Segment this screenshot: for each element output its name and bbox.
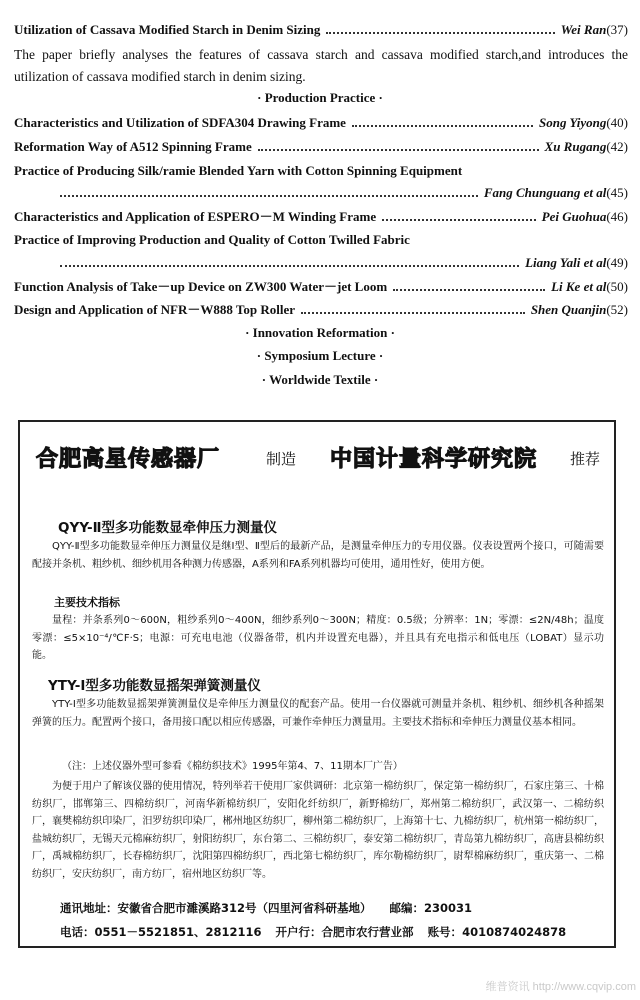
toc-leader-dots <box>301 312 525 314</box>
manufacturer-suffix: 制造 <box>266 450 297 468</box>
toc-entry-author-line <box>14 181 628 201</box>
toc-leader-dots <box>382 219 536 221</box>
toc-leader-dots <box>60 195 478 197</box>
section-heading-innovation: · Innovation Reformation · <box>245 325 395 340</box>
toc-page-number: (37) <box>606 22 628 37</box>
toc-title: Utilization of Cassava Modified Starch in Denim Sizing <box>14 22 321 37</box>
toc-entry[interactable] <box>14 135 628 155</box>
specs-heading: 主要技术指标 <box>54 596 120 609</box>
postcode-label: 邮编： <box>389 901 425 915</box>
toc-page-number: (42) <box>606 139 628 154</box>
toc-author: Wei Ran <box>560 22 607 37</box>
toc-title: Reformation Way of A512 Spinning Frame <box>14 139 252 154</box>
section-heading-worldwide: · Worldwide Textile · <box>261 372 379 387</box>
toc-title: Function Analysis of Take－up Device on ZW300 Water－jet Loom <box>14 279 388 294</box>
toc-author: Song Yiyong <box>539 115 607 130</box>
toc-entry-author-line <box>14 251 628 271</box>
toc-title: Practice of Producing Silk/ramie Blended Yarn with Cotton Spinning Equipment <box>14 163 463 178</box>
address-label: 通讯地址： <box>60 901 118 915</box>
manufacturer-name: 合肥高星传感器厂 <box>36 447 221 472</box>
toc-author: Li Ke et al <box>551 279 607 294</box>
account-label: 账号： <box>427 925 463 939</box>
toc-title: Characteristics and Application of ESPERO－M Winding Frame <box>14 209 377 224</box>
toc-author: Pei Guohua <box>541 209 607 224</box>
toc-page-number: (52) <box>606 302 628 317</box>
postcode-value: 230031 <box>424 901 473 915</box>
toc-entry-title-line[interactable] <box>14 228 628 248</box>
toc-leader-dots <box>352 125 533 127</box>
toc-author: Shen Quanjin <box>530 302 607 317</box>
section-heading-production: · Production Practice · <box>257 90 383 105</box>
ad-note: （注：上述仪器外型可参看《棉纺织技术》1995年第4、7、11期本厂广告） <box>62 761 403 772</box>
toc-page-number: (46) <box>606 209 628 224</box>
article-abstract: The paper briefly analyses the features of cassava starch and cassava modified starch,and introduces the utilization of cassava modified starch in denim sizing. <box>14 47 628 84</box>
toc-author: Liang Yali et al <box>525 255 607 270</box>
product1-description: QYY-Ⅱ型多功能数显牵伸压力测量仪是继Ⅰ型、Ⅱ型后的最新产品，是测量牵伸压力的专用仪器。仪表设置两个接口，可随需要配接并条机、粗纱机、细纱机用各种测力传感器，A系列和FA系列机器均可使用，通用性好，使用方便。 <box>32 541 604 570</box>
section-heading-symposium: · Symposium Lecture · <box>256 348 384 363</box>
phone-value: 0551－5521851、2812116 <box>94 925 262 939</box>
toc-entry[interactable] <box>14 18 628 38</box>
address-line <box>60 900 472 916</box>
recommender-suffix: 推荐 <box>570 450 601 468</box>
recommender-name: 中国计量科学研究院 <box>330 447 538 472</box>
advertisement-box <box>18 420 616 948</box>
toc-entry-title-line[interactable] <box>14 159 628 179</box>
toc-title: Practice of Improving Production and Quality of Cotton Twilled Fabric <box>14 232 410 247</box>
toc-author: Fang Chunguang et al <box>483 185 607 200</box>
toc-entry[interactable] <box>14 298 628 318</box>
toc-title: Characteristics and Utilization of SDFA304 Drawing Frame <box>14 115 346 130</box>
toc-page-number: (40) <box>606 115 628 130</box>
toc-leader-dots <box>60 265 519 267</box>
toc-page-number: (45) <box>606 185 628 200</box>
toc-leader-dots <box>326 32 554 34</box>
product2-title: YTY-Ⅰ型多功能数显摇架弹簧测量仪 <box>48 678 261 694</box>
specs-text: 量程：并条系列0～600N，粗纱系列0～400N，细纱系列0～300N；精度：0.5级；分辨率：1N；零漂：≤2N/48h；温度零漂：≤5×10⁻⁴/℃F·S；电源：可充电电池（仪器备带，机内并设置充电器），并且具有充电指示和低电压（LOBAT）显示功能。 <box>32 615 604 661</box>
bank-value: 合肥市农行营业部 <box>321 925 414 939</box>
toc-leader-dots <box>258 149 539 151</box>
toc-title: Design and Application of NFR－W888 Top Roller <box>14 302 295 317</box>
user-list: 为便于用户了解该仪器的使用情况，特列举若干使用厂家供调研：北京第一棉纺织厂，保定第一棉纺织厂，石家庄第三、十棉纺织厂，邯郸第三、四棉纺织厂，河南华新棉纺织厂，安阳化纤纺织厂，新野棉纺厂，郑州第二棉纺织厂，武汉第一、二棉纺织厂，襄樊棉纺织印染厂，汨罗纺织印染厂，郴州地区纺织厂，柳州第二棉纺织厂，上海第十七、九棉纺织厂，杭州第一棉纺织厂，盐城纺织厂，无锡天元棉麻纺织厂，射阳纺织厂，东台第二、三棉纺织厂，泰安第二棉纺织厂，青岛第九棉纺织厂，高唐县棉纺织厂，禹城棉纺织厂，长春棉纺织厂，沈阳第四棉纺织厂，西北第七棉纺织厂，库尔勒棉纺织厂，尉犁棉麻纺织厂，重庆第一、二棉纺织厂，安庆纺织厂，南方纺厂，宿州地区纺织厂等。 <box>32 781 604 880</box>
ad-header <box>30 442 606 478</box>
toc-entry[interactable] <box>14 205 628 225</box>
address-value: 安徽省合肥市濉溪路312号（四里河省科研基地） <box>117 901 372 915</box>
phone-label: 电话： <box>60 925 95 939</box>
toc-page-number: (50) <box>606 279 628 294</box>
toc-page-number: (49) <box>606 255 628 270</box>
toc-entry[interactable] <box>14 111 628 131</box>
contact-line <box>60 924 566 940</box>
product1-title: QYY-Ⅱ型多功能数显牵伸压力测量仪 <box>58 520 278 536</box>
account-value: 4010874024878 <box>462 925 567 939</box>
toc-author: Xu Rugang <box>544 139 607 154</box>
product2-description: YTY-Ⅰ型多功能数显摇架弹簧测量仪是牵伸压力测量仪的配套产品。使用一台仪器就可测量并条机、粗纱机、细纱机各种摇架弹簧的压力。配置两个接口，备用接口配以相应传感器，可兼作牵伸压力测量用。主要技术指标和牵伸压力测量仪基本相同。 <box>32 699 604 728</box>
watermark: 维普资讯 http://www.cqvip.com <box>485 981 636 993</box>
bank-label: 开户行： <box>275 925 322 939</box>
toc-leader-dots <box>393 289 545 291</box>
toc-entry[interactable] <box>14 275 628 295</box>
